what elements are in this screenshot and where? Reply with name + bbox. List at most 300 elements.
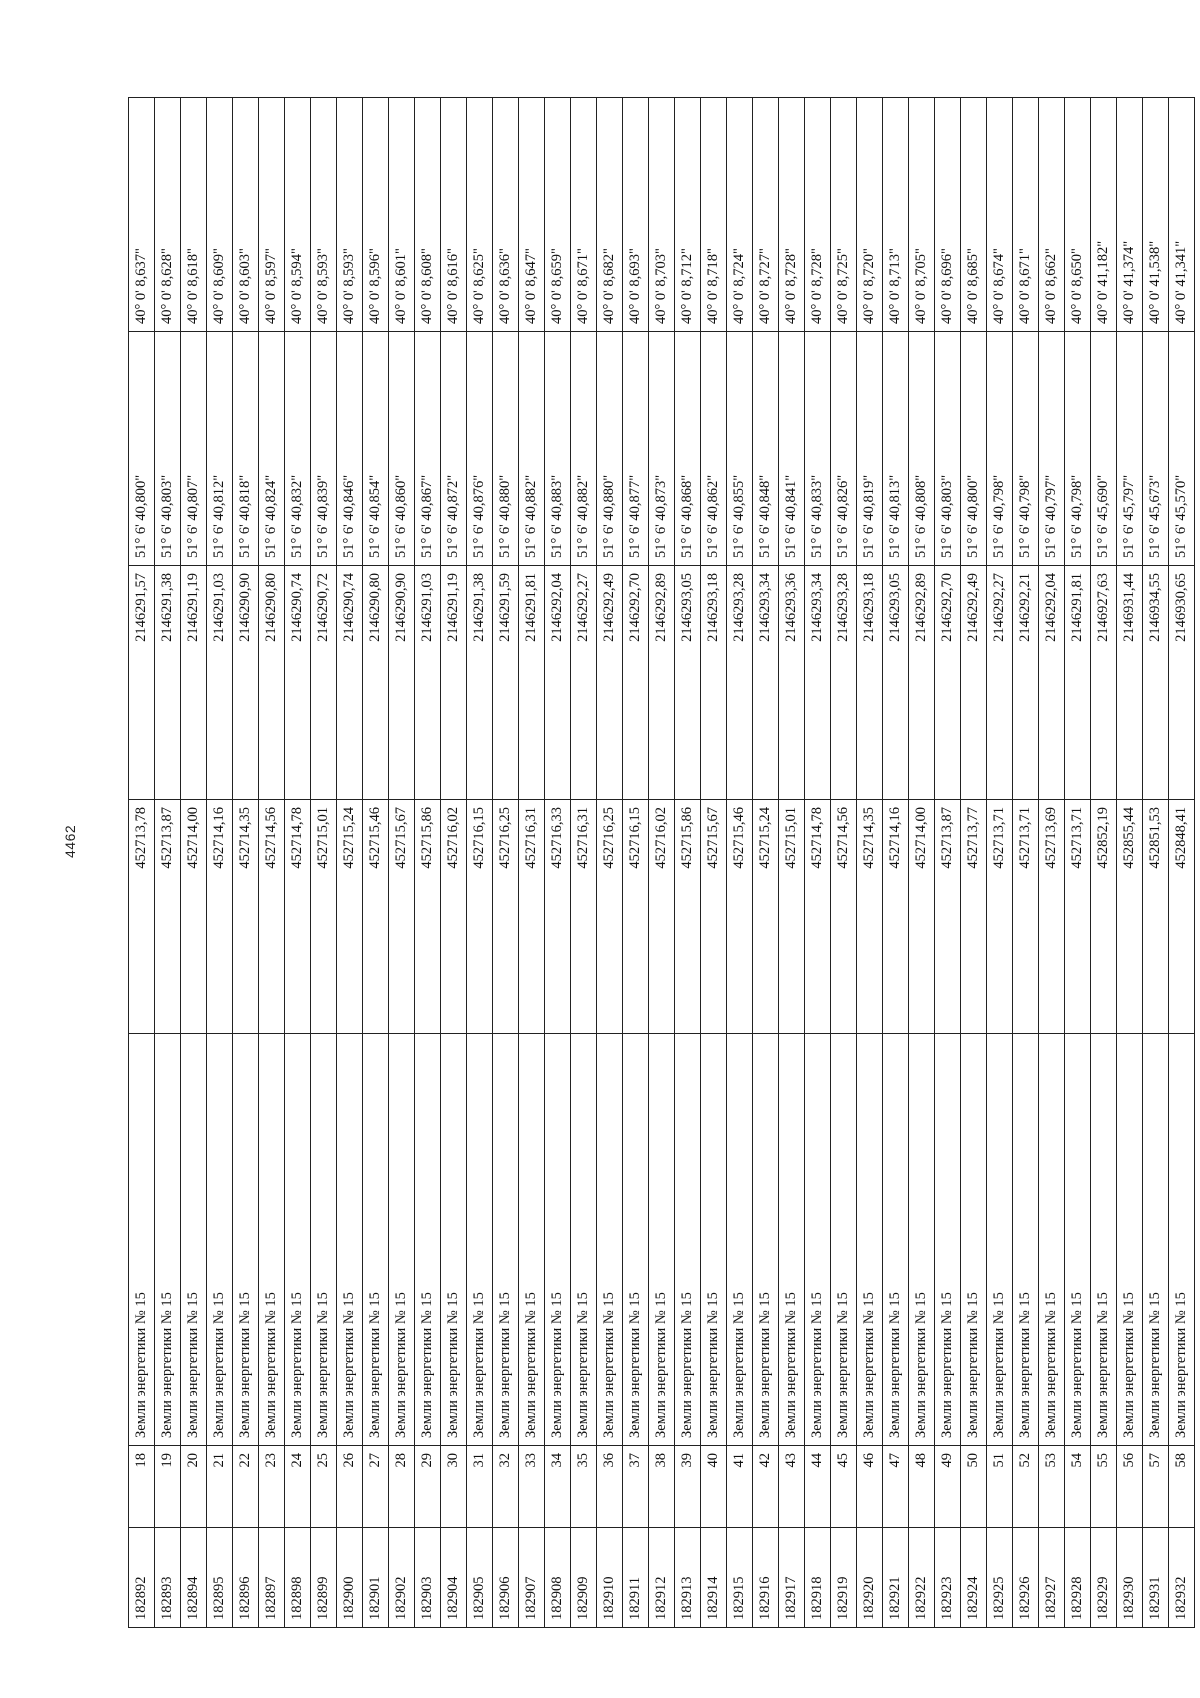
coord-x-cell: 452855,44 — [1117, 800, 1143, 1034]
land-category-cell: Земли энергетики № 15 — [701, 1034, 727, 1446]
longitude-cell: 40° 0' 8,628" — [155, 98, 181, 332]
coord-x-cell: 452716,02 — [441, 800, 467, 1034]
coord-y-cell: 2146292,49 — [597, 566, 623, 800]
table-row — [1117, 98, 1143, 1628]
point-number-cell: 54 — [1065, 1446, 1091, 1528]
coord-x-cell: 452715,86 — [675, 800, 701, 1034]
coord-y-cell: 2146291,19 — [181, 566, 207, 800]
point-id-cell: 182898 — [285, 1528, 311, 1628]
point-number-cell: 42 — [753, 1446, 779, 1528]
longitude-cell: 40° 0' 8,671" — [571, 98, 597, 332]
coord-y-cell: 2146293,28 — [831, 566, 857, 800]
land-category-cell: Земли энергетики № 15 — [935, 1034, 961, 1446]
land-category-cell: Земли энергетики № 15 — [181, 1034, 207, 1446]
coord-y-cell: 2146291,03 — [415, 566, 441, 800]
land-category-cell: Земли энергетики № 15 — [155, 1034, 181, 1446]
coord-y-cell: 2146293,28 — [727, 566, 753, 800]
longitude-cell: 40° 0' 8,662" — [1039, 98, 1065, 332]
table-row — [623, 98, 649, 1628]
longitude-cell: 40° 0' 41,182" — [1091, 98, 1117, 332]
coord-x-cell: 452714,35 — [233, 800, 259, 1034]
latitude-cell: 51° 6' 40,798" — [1065, 332, 1091, 566]
coord-x-cell: 452716,25 — [493, 800, 519, 1034]
longitude-cell: 40° 0' 8,608" — [415, 98, 441, 332]
land-category-cell: Земли энергетики № 15 — [389, 1034, 415, 1446]
longitude-cell: 40° 0' 8,618" — [181, 98, 207, 332]
coord-x-cell: 452713,71 — [1013, 800, 1039, 1034]
table-row — [363, 98, 389, 1628]
point-number-cell: 19 — [155, 1446, 181, 1528]
table-row — [571, 98, 597, 1628]
coord-y-cell: 2146290,74 — [285, 566, 311, 800]
table-row — [753, 98, 779, 1628]
table-row — [597, 98, 623, 1628]
longitude-cell: 40° 0' 8,728" — [779, 98, 805, 332]
coord-y-cell: 2146290,90 — [233, 566, 259, 800]
longitude-cell: 40° 0' 8,650" — [1065, 98, 1091, 332]
point-id-cell: 182897 — [259, 1528, 285, 1628]
latitude-cell: 51° 6' 40,819" — [857, 332, 883, 566]
point-number-cell: 25 — [311, 1446, 337, 1528]
point-number-cell: 40 — [701, 1446, 727, 1528]
longitude-cell: 40° 0' 8,647" — [519, 98, 545, 332]
coord-x-cell: 452851,53 — [1143, 800, 1169, 1034]
coord-x-cell: 452715,67 — [701, 800, 727, 1034]
coord-y-cell: 2146291,38 — [467, 566, 493, 800]
table-frame — [128, 98, 1190, 1628]
table-row — [493, 98, 519, 1628]
land-category-cell: Земли энергетики № 15 — [831, 1034, 857, 1446]
point-number-cell: 47 — [883, 1446, 909, 1528]
table-row — [883, 98, 909, 1628]
point-number-cell: 27 — [363, 1446, 389, 1528]
point-number-cell: 39 — [675, 1446, 701, 1528]
land-category-cell: Земли энергетики № 15 — [675, 1034, 701, 1446]
latitude-cell: 51° 6' 40,841" — [779, 332, 805, 566]
land-category-cell: Земли энергетики № 15 — [1117, 1034, 1143, 1446]
point-id-cell: 182925 — [987, 1528, 1013, 1628]
longitude-cell: 40° 0' 8,705" — [909, 98, 935, 332]
table-row — [727, 98, 753, 1628]
latitude-cell: 51° 6' 40,808" — [909, 332, 935, 566]
latitude-cell: 51° 6' 40,868" — [675, 332, 701, 566]
coord-x-cell: 452714,00 — [909, 800, 935, 1034]
land-category-cell: Земли энергетики № 15 — [727, 1034, 753, 1446]
table-row — [519, 98, 545, 1628]
land-category-cell: Земли энергетики № 15 — [597, 1034, 623, 1446]
latitude-cell: 51° 6' 40,880" — [597, 332, 623, 566]
land-category-cell: Земли энергетики № 15 — [1091, 1034, 1117, 1446]
point-id-cell: 182927 — [1039, 1528, 1065, 1628]
point-number-cell: 48 — [909, 1446, 935, 1528]
longitude-cell: 40° 0' 8,720" — [857, 98, 883, 332]
table-row — [389, 98, 415, 1628]
point-number-cell: 18 — [129, 1446, 155, 1528]
longitude-cell: 40° 0' 8,712" — [675, 98, 701, 332]
coord-y-cell: 2146291,59 — [493, 566, 519, 800]
table-row — [1143, 98, 1169, 1628]
point-id-cell: 182926 — [1013, 1528, 1039, 1628]
table-row — [1169, 98, 1195, 1628]
coord-x-cell: 452713,77 — [961, 800, 987, 1034]
coord-y-cell: 2146292,27 — [571, 566, 597, 800]
point-id-cell: 182922 — [909, 1528, 935, 1628]
longitude-cell: 40° 0' 8,636" — [493, 98, 519, 332]
coord-y-cell: 2146292,70 — [623, 566, 649, 800]
land-category-cell: Земли энергетики № 15 — [857, 1034, 883, 1446]
point-number-cell: 52 — [1013, 1446, 1039, 1528]
table-body — [129, 98, 1195, 1628]
longitude-cell: 40° 0' 8,693" — [623, 98, 649, 332]
table-row — [207, 98, 233, 1628]
point-id-cell: 182894 — [181, 1528, 207, 1628]
coord-x-cell: 452848,41 — [1169, 800, 1195, 1034]
longitude-cell: 40° 0' 8,596" — [363, 98, 389, 332]
coord-x-cell: 452715,46 — [363, 800, 389, 1034]
table-row — [1091, 98, 1117, 1628]
coord-y-cell: 2146292,04 — [545, 566, 571, 800]
land-category-cell: Земли энергетики № 15 — [805, 1034, 831, 1446]
latitude-cell: 51° 6' 40,854" — [363, 332, 389, 566]
coord-y-cell: 2146927,63 — [1091, 566, 1117, 800]
coord-y-cell: 2146290,80 — [259, 566, 285, 800]
point-id-cell: 182918 — [805, 1528, 831, 1628]
longitude-cell: 40° 0' 8,682" — [597, 98, 623, 332]
point-id-cell: 182923 — [935, 1528, 961, 1628]
latitude-cell: 51° 6' 40,832" — [285, 332, 311, 566]
longitude-cell: 40° 0' 8,685" — [961, 98, 987, 332]
latitude-cell: 51° 6' 40,833" — [805, 332, 831, 566]
coord-y-cell: 2146291,57 — [129, 566, 155, 800]
latitude-cell: 51° 6' 40,846" — [337, 332, 363, 566]
point-id-cell: 182910 — [597, 1528, 623, 1628]
coord-x-cell: 452713,87 — [935, 800, 961, 1034]
land-category-cell: Земли энергетики № 15 — [337, 1034, 363, 1446]
latitude-cell: 51° 6' 40,800" — [961, 332, 987, 566]
coord-x-cell: 452714,56 — [259, 800, 285, 1034]
point-id-cell: 182904 — [441, 1528, 467, 1628]
coord-x-cell: 452715,46 — [727, 800, 753, 1034]
coord-x-cell: 452714,56 — [831, 800, 857, 1034]
latitude-cell: 51° 6' 40,803" — [935, 332, 961, 566]
latitude-cell: 51° 6' 40,862" — [701, 332, 727, 566]
coord-x-cell: 452714,35 — [857, 800, 883, 1034]
page-number: 4462 — [62, 824, 78, 858]
latitude-cell: 51° 6' 40,877" — [623, 332, 649, 566]
latitude-cell: 51° 6' 40,807" — [181, 332, 207, 566]
point-number-cell: 32 — [493, 1446, 519, 1528]
point-number-cell: 55 — [1091, 1446, 1117, 1528]
latitude-cell: 51° 6' 45,797" — [1117, 332, 1143, 566]
coord-x-cell: 452713,71 — [1065, 800, 1091, 1034]
coord-y-cell: 2146292,49 — [961, 566, 987, 800]
longitude-cell: 40° 0' 8,593" — [311, 98, 337, 332]
coord-y-cell: 2146293,34 — [805, 566, 831, 800]
coord-x-cell: 452715,86 — [415, 800, 441, 1034]
land-category-cell: Земли энергетики № 15 — [649, 1034, 675, 1446]
latitude-cell: 51° 6' 40,797" — [1039, 332, 1065, 566]
longitude-cell: 40° 0' 8,696" — [935, 98, 961, 332]
longitude-cell: 40° 0' 8,601" — [389, 98, 415, 332]
coord-x-cell: 452716,02 — [649, 800, 675, 1034]
latitude-cell: 51° 6' 40,855" — [727, 332, 753, 566]
point-id-cell: 182892 — [129, 1528, 155, 1628]
longitude-cell: 40° 0' 8,637" — [129, 98, 155, 332]
land-category-cell: Земли энергетики № 15 — [519, 1034, 545, 1446]
table-row — [285, 98, 311, 1628]
point-number-cell: 21 — [207, 1446, 233, 1528]
point-number-cell: 24 — [285, 1446, 311, 1528]
land-category-cell: Земли энергетики № 15 — [363, 1034, 389, 1446]
point-number-cell: 34 — [545, 1446, 571, 1528]
point-number-cell: 29 — [415, 1446, 441, 1528]
point-id-cell: 182902 — [389, 1528, 415, 1628]
longitude-cell: 40° 0' 8,727" — [753, 98, 779, 332]
coord-y-cell: 2146292,04 — [1039, 566, 1065, 800]
table-row — [1039, 98, 1065, 1628]
table-row — [545, 98, 571, 1628]
coord-x-cell: 452715,24 — [753, 800, 779, 1034]
table-row — [857, 98, 883, 1628]
table-row — [909, 98, 935, 1628]
longitude-cell: 40° 0' 41,374" — [1117, 98, 1143, 332]
land-category-cell: Земли энергетики № 15 — [233, 1034, 259, 1446]
latitude-cell: 51° 6' 40,803" — [155, 332, 181, 566]
table-row — [1065, 98, 1091, 1628]
point-id-cell: 182913 — [675, 1528, 701, 1628]
latitude-cell: 51° 6' 40,798" — [1013, 332, 1039, 566]
land-category-cell: Земли энергетики № 15 — [129, 1034, 155, 1446]
coord-y-cell: 2146292,27 — [987, 566, 1013, 800]
land-category-cell: Земли энергетики № 15 — [779, 1034, 805, 1446]
coord-x-cell: 452716,25 — [597, 800, 623, 1034]
latitude-cell: 51° 6' 40,867" — [415, 332, 441, 566]
coord-y-cell: 2146292,89 — [909, 566, 935, 800]
land-category-cell: Земли энергетики № 15 — [415, 1034, 441, 1446]
land-category-cell: Земли энергетики № 15 — [259, 1034, 285, 1446]
land-category-cell: Земли энергетики № 15 — [311, 1034, 337, 1446]
point-number-cell: 28 — [389, 1446, 415, 1528]
latitude-cell: 51° 6' 40,876" — [467, 332, 493, 566]
table-row — [155, 98, 181, 1628]
latitude-cell: 51° 6' 40,848" — [753, 332, 779, 566]
table-row — [675, 98, 701, 1628]
coord-y-cell: 2146290,74 — [337, 566, 363, 800]
longitude-cell: 40° 0' 8,724" — [727, 98, 753, 332]
longitude-cell: 40° 0' 8,659" — [545, 98, 571, 332]
rotated-table-wrapper — [128, 98, 1190, 1628]
point-id-cell: 182916 — [753, 1528, 779, 1628]
land-category-cell: Земли энергетики № 15 — [961, 1034, 987, 1446]
longitude-cell: 40° 0' 8,597" — [259, 98, 285, 332]
land-category-cell: Земли энергетики № 15 — [571, 1034, 597, 1446]
coord-y-cell: 2146930,65 — [1169, 566, 1195, 800]
land-category-cell: Земли энергетики № 15 — [909, 1034, 935, 1446]
point-id-cell: 182907 — [519, 1528, 545, 1628]
point-number-cell: 58 — [1169, 1446, 1195, 1528]
table-row — [415, 98, 441, 1628]
coord-y-cell: 2146293,34 — [753, 566, 779, 800]
coord-x-cell: 452716,15 — [623, 800, 649, 1034]
table-row — [805, 98, 831, 1628]
coord-x-cell: 452714,00 — [181, 800, 207, 1034]
point-number-cell: 56 — [1117, 1446, 1143, 1528]
point-number-cell: 50 — [961, 1446, 987, 1528]
longitude-cell: 40° 0' 8,671" — [1013, 98, 1039, 332]
point-id-cell: 182919 — [831, 1528, 857, 1628]
latitude-cell: 51° 6' 40,813" — [883, 332, 909, 566]
coord-x-cell: 452852,19 — [1091, 800, 1117, 1034]
table-row — [467, 98, 493, 1628]
land-category-cell: Земли энергетики № 15 — [441, 1034, 467, 1446]
coord-x-cell: 452713,71 — [987, 800, 1013, 1034]
point-number-cell: 35 — [571, 1446, 597, 1528]
table-row — [987, 98, 1013, 1628]
latitude-cell: 51° 6' 40,812" — [207, 332, 233, 566]
coord-y-cell: 2146292,70 — [935, 566, 961, 800]
point-id-cell: 182896 — [233, 1528, 259, 1628]
coord-x-cell: 452713,69 — [1039, 800, 1065, 1034]
coord-y-cell: 2146290,90 — [389, 566, 415, 800]
point-number-cell: 44 — [805, 1446, 831, 1528]
latitude-cell: 51° 6' 40,826" — [831, 332, 857, 566]
point-id-cell: 182921 — [883, 1528, 909, 1628]
coord-x-cell: 452716,31 — [519, 800, 545, 1034]
longitude-cell: 40° 0' 8,703" — [649, 98, 675, 332]
point-number-cell: 37 — [623, 1446, 649, 1528]
coord-y-cell: 2146934,55 — [1143, 566, 1169, 800]
coord-x-cell: 452713,78 — [129, 800, 155, 1034]
land-category-cell: Земли энергетики № 15 — [1169, 1034, 1195, 1446]
point-id-cell: 182924 — [961, 1528, 987, 1628]
land-category-cell: Земли энергетики № 15 — [987, 1034, 1013, 1446]
point-number-cell: 38 — [649, 1446, 675, 1528]
table-row — [129, 98, 155, 1628]
latitude-cell: 51° 6' 40,882" — [571, 332, 597, 566]
coord-y-cell: 2146292,21 — [1013, 566, 1039, 800]
coord-x-cell: 452716,33 — [545, 800, 571, 1034]
coord-y-cell: 2146291,81 — [519, 566, 545, 800]
point-number-cell: 26 — [337, 1446, 363, 1528]
point-number-cell: 57 — [1143, 1446, 1169, 1528]
coord-x-cell: 452715,01 — [779, 800, 805, 1034]
land-category-cell: Земли энергетики № 15 — [1013, 1034, 1039, 1446]
point-id-cell: 182893 — [155, 1528, 181, 1628]
longitude-cell: 40° 0' 8,593" — [337, 98, 363, 332]
latitude-cell: 51° 6' 40,860" — [389, 332, 415, 566]
point-number-cell: 41 — [727, 1446, 753, 1528]
coord-x-cell: 452714,16 — [207, 800, 233, 1034]
point-number-cell: 20 — [181, 1446, 207, 1528]
table-row — [337, 98, 363, 1628]
point-id-cell: 182932 — [1169, 1528, 1195, 1628]
land-category-cell: Земли энергетики № 15 — [753, 1034, 779, 1446]
longitude-cell: 40° 0' 8,609" — [207, 98, 233, 332]
land-category-cell: Земли энергетики № 15 — [1039, 1034, 1065, 1446]
point-id-cell: 182895 — [207, 1528, 233, 1628]
latitude-cell: 51° 6' 40,839" — [311, 332, 337, 566]
longitude-cell: 40° 0' 8,594" — [285, 98, 311, 332]
table-row — [779, 98, 805, 1628]
coord-y-cell: 2146290,72 — [311, 566, 337, 800]
coord-x-cell: 452714,78 — [805, 800, 831, 1034]
point-number-cell: 51 — [987, 1446, 1013, 1528]
latitude-cell: 51° 6' 40,880" — [493, 332, 519, 566]
point-id-cell: 182920 — [857, 1528, 883, 1628]
land-category-cell: Земли энергетики № 15 — [493, 1034, 519, 1446]
land-category-cell: Земли энергетики № 15 — [207, 1034, 233, 1446]
latitude-cell: 51° 6' 40,798" — [987, 332, 1013, 566]
point-id-cell: 182928 — [1065, 1528, 1091, 1628]
latitude-cell: 51° 6' 40,882" — [519, 332, 545, 566]
coordinates-table — [128, 97, 1195, 1628]
coord-x-cell: 452716,31 — [571, 800, 597, 1034]
table-row — [935, 98, 961, 1628]
longitude-cell: 40° 0' 8,718" — [701, 98, 727, 332]
coord-x-cell: 452714,16 — [883, 800, 909, 1034]
point-id-cell: 182908 — [545, 1528, 571, 1628]
point-id-cell: 182899 — [311, 1528, 337, 1628]
point-number-cell: 33 — [519, 1446, 545, 1528]
land-category-cell: Земли энергетики № 15 — [1065, 1034, 1091, 1446]
point-number-cell: 45 — [831, 1446, 857, 1528]
coord-y-cell: 2146293,05 — [675, 566, 701, 800]
land-category-cell: Земли энергетики № 15 — [623, 1034, 649, 1446]
latitude-cell: 51° 6' 45,570" — [1169, 332, 1195, 566]
table-row — [259, 98, 285, 1628]
point-id-cell: 182914 — [701, 1528, 727, 1628]
latitude-cell: 51° 6' 40,800" — [129, 332, 155, 566]
coord-y-cell: 2146291,38 — [155, 566, 181, 800]
point-id-cell: 182901 — [363, 1528, 389, 1628]
table-row — [233, 98, 259, 1628]
longitude-cell: 40° 0' 8,625" — [467, 98, 493, 332]
coord-x-cell: 452715,67 — [389, 800, 415, 1034]
point-id-cell: 182931 — [1143, 1528, 1169, 1628]
longitude-cell: 40° 0' 8,674" — [987, 98, 1013, 332]
table-row — [961, 98, 987, 1628]
point-number-cell: 23 — [259, 1446, 285, 1528]
land-category-cell: Земли энергетики № 15 — [285, 1034, 311, 1446]
coord-x-cell: 452713,87 — [155, 800, 181, 1034]
coord-y-cell: 2146931,44 — [1117, 566, 1143, 800]
point-number-cell: 53 — [1039, 1446, 1065, 1528]
coord-y-cell: 2146291,81 — [1065, 566, 1091, 800]
longitude-cell: 40° 0' 8,603" — [233, 98, 259, 332]
point-number-cell: 30 — [441, 1446, 467, 1528]
latitude-cell: 51° 6' 45,690" — [1091, 332, 1117, 566]
coord-x-cell: 452714,78 — [285, 800, 311, 1034]
latitude-cell: 51° 6' 40,872" — [441, 332, 467, 566]
point-number-cell: 46 — [857, 1446, 883, 1528]
coord-y-cell: 2146291,03 — [207, 566, 233, 800]
table-row — [311, 98, 337, 1628]
coord-y-cell: 2146293,18 — [701, 566, 727, 800]
coord-y-cell: 2146293,36 — [779, 566, 805, 800]
point-id-cell: 182912 — [649, 1528, 675, 1628]
point-id-cell: 182906 — [493, 1528, 519, 1628]
point-number-cell: 36 — [597, 1446, 623, 1528]
point-id-cell: 182930 — [1117, 1528, 1143, 1628]
longitude-cell: 40° 0' 41,538" — [1143, 98, 1169, 332]
point-id-cell: 182900 — [337, 1528, 363, 1628]
longitude-cell: 40° 0' 8,616" — [441, 98, 467, 332]
coord-y-cell: 2146290,80 — [363, 566, 389, 800]
coord-x-cell: 452715,01 — [311, 800, 337, 1034]
table-row — [181, 98, 207, 1628]
coord-y-cell: 2146293,18 — [857, 566, 883, 800]
longitude-cell: 40° 0' 8,725" — [831, 98, 857, 332]
